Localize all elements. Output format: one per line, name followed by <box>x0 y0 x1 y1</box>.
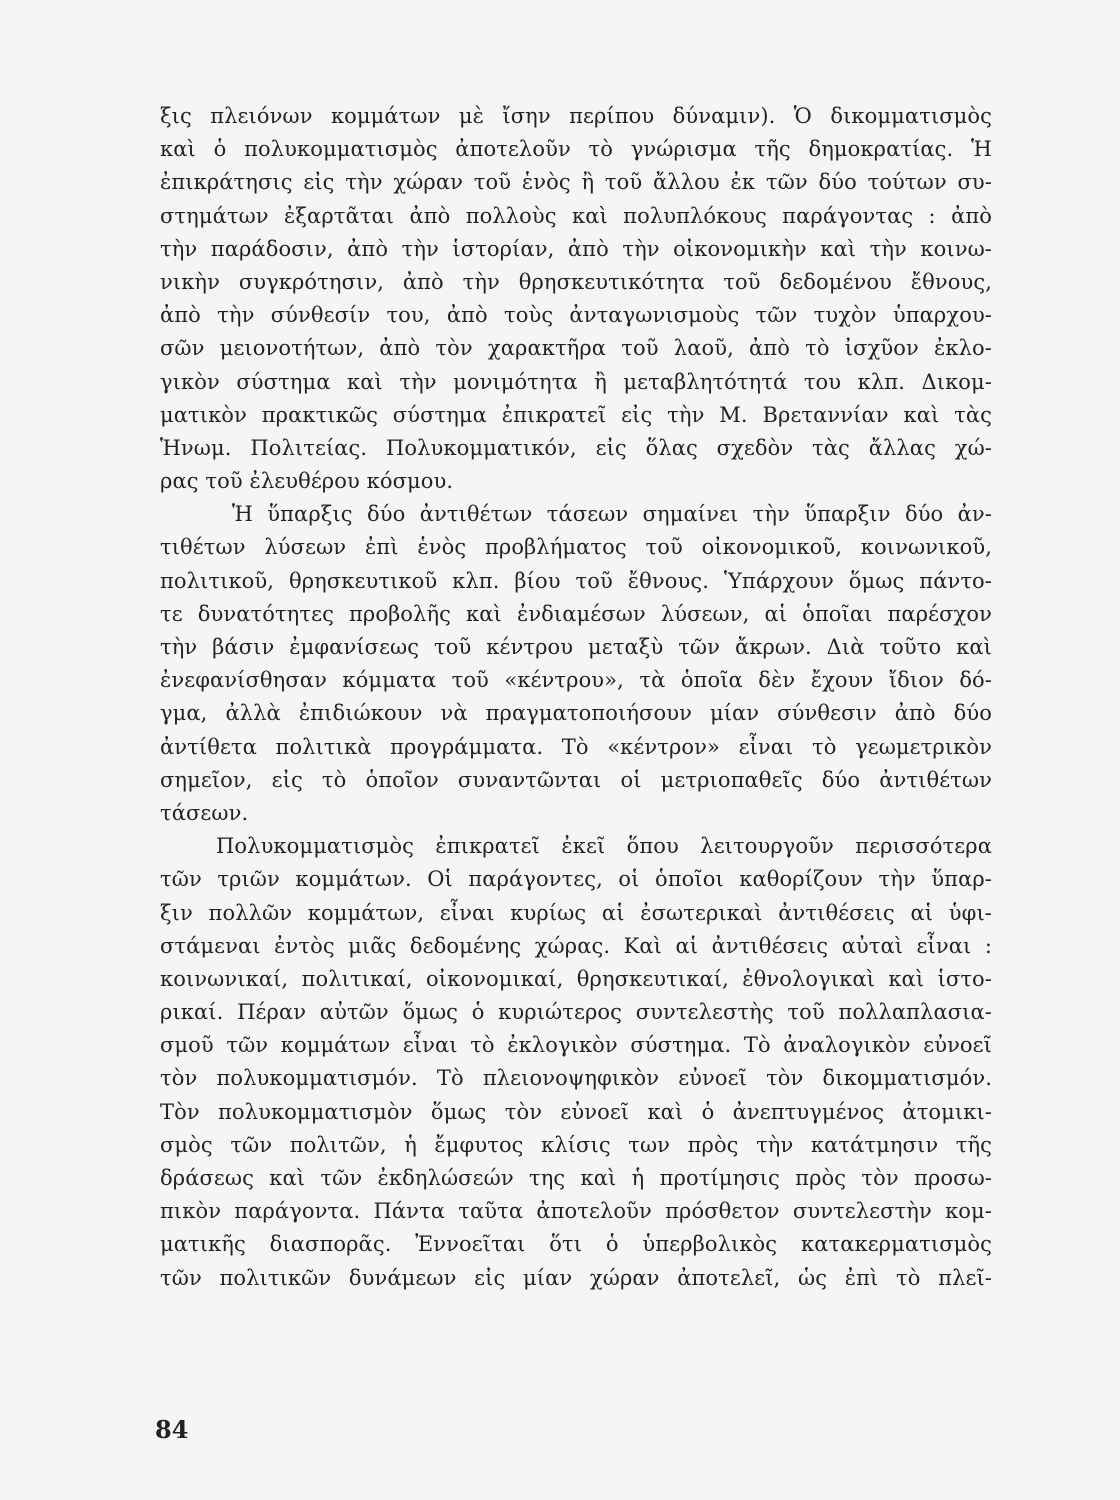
text-line: τῶν τριῶν κομμάτων. Οἱ παράγοντες, οἱ ὁποῖοι καθορίζουν τὴν ὕπαρ- <box>160 867 992 892</box>
text-line: σῶν μειονοτήτων, ἀπὸ τὸν χαρακτῆρα τοῦ λαοῦ, ἀπὸ τὸ ἰσχῦον ἐκλο- <box>160 336 992 361</box>
text-line: ματικῆς διασπορᾶς. Ἐννοεῖται ὅτι ὁ ὑπερβολικὸς κατακερματισμὸς <box>160 1232 992 1257</box>
text-line: στάμεναι ἐντὸς μιᾶς δεδομένης χώρας. Καὶ αἱ ἀντιθέσεις αὐταὶ εἶναι : <box>160 933 992 958</box>
text-line: τὴν βάσιν ἐμφανίσεως τοῦ κέντρου μεταξὺ τῶν ἄκρων. Διὰ τοῦτο καὶ <box>160 635 992 659</box>
text-line: ματικὸν πρακτικῶς σύστημα ἐπικρατεῖ εἰς τὴν Μ. Βρεταννίαν καὶ τὰς <box>160 402 992 427</box>
text-line: πικὸν παράγοντα. Πάντα ταῦτα ἀποτελοῦν πρόσθετον συντελεστὴν κομ- <box>160 1199 992 1224</box>
text-line: Τὸν πολυκομματισμὸν ὅμως τὸν εὐνοεῖ καὶ ὁ ἀνεπτυγμένος ἀτομικι- <box>160 1099 992 1124</box>
text-line: ρας τοῦ ἐλευθέρου κόσμου. <box>160 469 454 494</box>
text-line: δράσεως καὶ τῶν ἐκδηλώσεών της καὶ ἡ προτίμησις πρὸς τὸν προσω- <box>160 1166 992 1190</box>
text-line: τε δυνατότητες προβολῆς καὶ ἐνδιαμέσων λύσεων, αἱ ὁποῖαι παρέσχον <box>160 601 992 626</box>
text-line: πολιτικοῦ, θρησκευτικοῦ κλπ. βίου τοῦ ἔθνους. Ὑπάρχουν ὅμως πάντο- <box>160 568 992 593</box>
page-number: 84 <box>155 1415 189 1444</box>
text-line: Ἡ ὕπαρξις δύο ἀντιθέτων τάσεων σημαίνει τὴν ὕπαρξιν δύο ἀν- <box>232 502 992 527</box>
text-line: ἀντίθετα πολιτικὰ προγράμματα. Τὸ «κέντρον» εἶναι τὸ γεωμετρικὸν <box>160 734 992 759</box>
text-line: ρικαί. Πέραν αὐτῶν ὅμως ὁ κυριώτερος συντελεστὴς τοῦ πολλαπλασια- <box>160 1000 992 1025</box>
text-line: καὶ ὁ πολυκομματισμὸς ἀποτελοῦν τὸ γνώρισμα τῆς δημοκρατίας. Ἡ <box>160 137 992 162</box>
text-line: σμὸς τῶν πολιτῶν, ἡ ἔμφυτος κλίσις των πρὸς τὴν κατάτμησιν τῆς <box>160 1132 992 1157</box>
text-line: κοινωνικαί, πολιτικαί, οἰκονομικαί, θρησκευτικαί, ἐθνολογικαὶ καὶ ἱστο- <box>160 966 992 991</box>
text-line: ξις πλειόνων κομμάτων μὲ ἴσην περίπου δύναμιν). Ὁ δικομματισμὸς <box>160 104 992 128</box>
text-line: ξιν πολλῶν κομμάτων, εἶναι κυρίως αἱ ἐσωτερικαὶ ἀντιθέσεις αἱ ὑφι- <box>160 900 992 925</box>
text-line: γμα, ἀλλὰ ἐπιδιώκουν νὰ πραγματοποιήσουν μίαν σύνθεσιν ἀπὸ δύο <box>160 701 992 726</box>
text-line: τὸν πολυκομματισμόν. Τὸ πλειονοψηφικὸν εὐνοεῖ τὸν δικομματισμόν. <box>160 1066 992 1091</box>
text-line: τὴν παράδοσιν, ἀπὸ τὴν ἱστορίαν, ἀπὸ τὴν οἰκονομικὴν καὶ τὴν κοινω- <box>160 236 992 261</box>
text-line: γικὸν σύστημα καὶ τὴν μονιμότητα ἢ μεταβλητότητά του κλπ. Δικομ- <box>160 369 992 394</box>
text-line: Πολυκομματισμὸς ἐπικρατεῖ ἐκεῖ ὅπου λειτουργοῦν περισσότερα <box>216 834 992 859</box>
text-line: ἀπὸ τὴν σύνθεσίν του, ἀπὸ τοὺς ἀνταγωνισμοὺς τῶν τυχὸν ὑπαρχου- <box>160 303 992 328</box>
text-line: ἐνεφανίσθησαν κόμματα τοῦ «κέντρου», τὰ ὁποῖα δὲν ἔχουν ἴδιον δό- <box>160 668 992 693</box>
text-line: τῶν πολιτικῶν δυνάμεων εἰς μίαν χώραν ἀποτελεῖ, ὡς ἐπὶ τὸ πλεῖ- <box>160 1265 992 1290</box>
text-line: ἐπικράτησις εἰς τὴν χώραν τοῦ ἑνὸς ἢ τοῦ ἄλλου ἐκ τῶν δύο τούτων συ- <box>160 170 992 195</box>
body-text <box>160 100 992 1295</box>
text-line: σημεῖον, εἰς τὸ ὁποῖον συναντῶνται οἱ μετριοπαθεῖς δύο ἀντιθέτων <box>160 767 992 792</box>
text-line: νικὴν συγκρότησιν, ἀπὸ τὴν θρησκευτικότητα τοῦ δεδομένου ἔθνους, <box>160 269 992 294</box>
text-line: σμοῦ τῶν κομμάτων εἶναι τὸ ἐκλογικὸν σύστημα. Τὸ ἀναλογικὸν εὐνοεῖ <box>160 1033 992 1058</box>
text-line: Ἡνωμ. Πολιτείας. Πολυκομματικόν, εἰς ὅλας σχεδὸν τὰς ἄλλας χώ- <box>160 435 992 460</box>
text-line: στημάτων ἐξαρτᾶται ἀπὸ πολλοὺς καὶ πολυπλόκους παράγοντας : ἀπὸ <box>160 203 992 228</box>
text-line: τιθέτων λύσεων ἐπὶ ἑνὸς προβλήματος τοῦ οἰκονομικοῦ, κοινωνικοῦ, <box>160 535 992 560</box>
text-line: τάσεων. <box>160 800 249 825</box>
